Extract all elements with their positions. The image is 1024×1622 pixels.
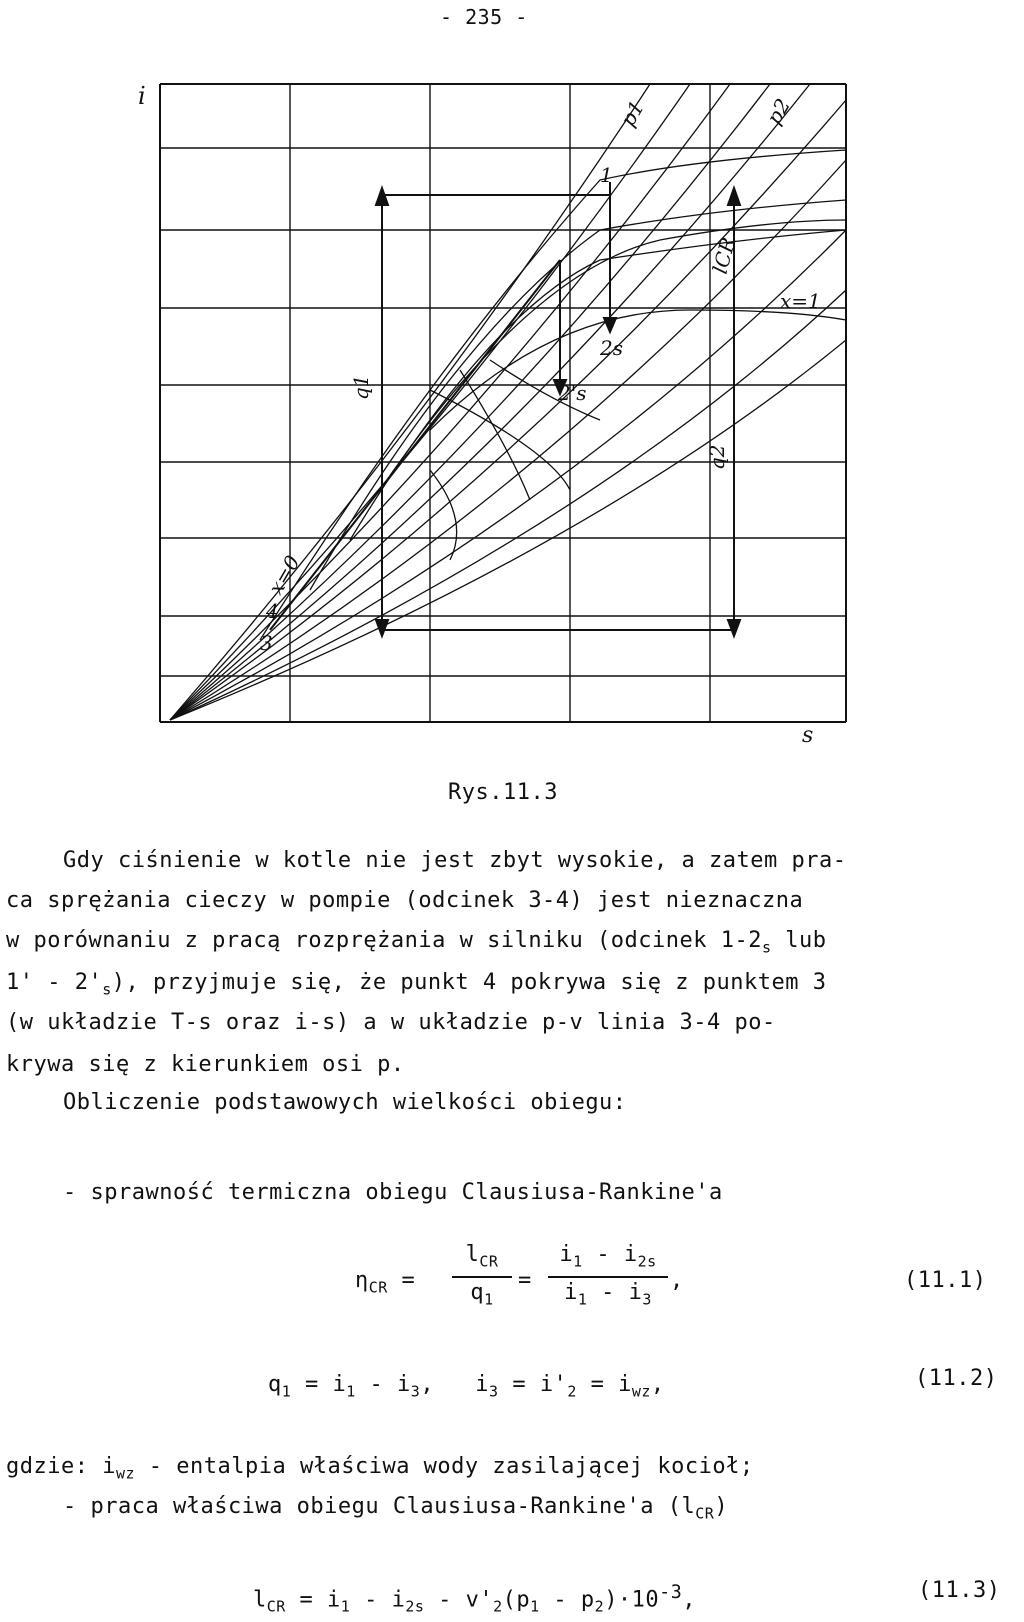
label-q1: q1	[349, 374, 373, 400]
axis-label-i: i	[138, 82, 146, 110]
is-diagram	[130, 70, 860, 750]
label-x0: x=0	[263, 551, 305, 599]
paragraph-line: Gdy ciśnienie w kotle nie jest zbyt wysokie, a zatem pra-	[63, 848, 847, 873]
label-point-3: 3	[260, 631, 273, 655]
list-item: - praca właściwa obiegu Clausiusa-Rankine'a $(l_{CR})$	[63, 1494, 729, 1523]
equation-number: (11.3)	[918, 1578, 1001, 1603]
label-point-2s: 2s	[600, 336, 623, 360]
label-p2: p2	[761, 94, 796, 129]
isobar-fan	[170, 84, 846, 720]
label-point-4: 4	[266, 599, 279, 623]
page-number: - 235 -	[440, 5, 528, 29]
grid	[160, 84, 846, 722]
label-p1: p1	[615, 96, 650, 131]
saturation-curves	[260, 150, 846, 640]
paragraph-line: (w układzie T-s oraz i-s) a w układzie p-v linia 3-4 po-	[6, 1010, 776, 1035]
paragraph-line: w porównaniu z pracą rozprężania w silniku (odcinek $1-2_s$ lub	[6, 928, 827, 957]
paragraph-line: krywa się z kierunkiem osi p.	[6, 1052, 405, 1077]
paragraph-line: $1' - 2'_s$), przyjmuje się, że punkt 4 pokrywa się z punktem 3	[6, 970, 827, 999]
label-point-2s-prime: 2's	[558, 381, 587, 405]
label-point-1: 1	[600, 163, 613, 187]
diagram-frame	[160, 84, 846, 722]
equation-number: (11.2)	[915, 1366, 998, 1391]
label-lcr: lCR	[707, 234, 741, 277]
label-x1: x=1	[780, 289, 821, 313]
list-item: gdzie: $i_{wz}$ - entalpia właściwa wody zasilającej kocioł;	[6, 1454, 754, 1483]
list-item: - sprawność termiczna obiegu Clausiusa-Rankine'a	[63, 1180, 723, 1205]
paragraph-line: ca sprężania cieczy w pompie (odcinek 3-4) jest nieznaczna	[6, 888, 804, 913]
axis-label-s: s	[802, 723, 814, 748]
paragraph-line: Obliczenie podstawowych wielkości obiegu:	[63, 1090, 627, 1115]
figure-caption: Rys.11.3	[448, 780, 558, 805]
label-q2: q2	[705, 444, 729, 470]
equation-number: (11.1)	[904, 1268, 987, 1293]
